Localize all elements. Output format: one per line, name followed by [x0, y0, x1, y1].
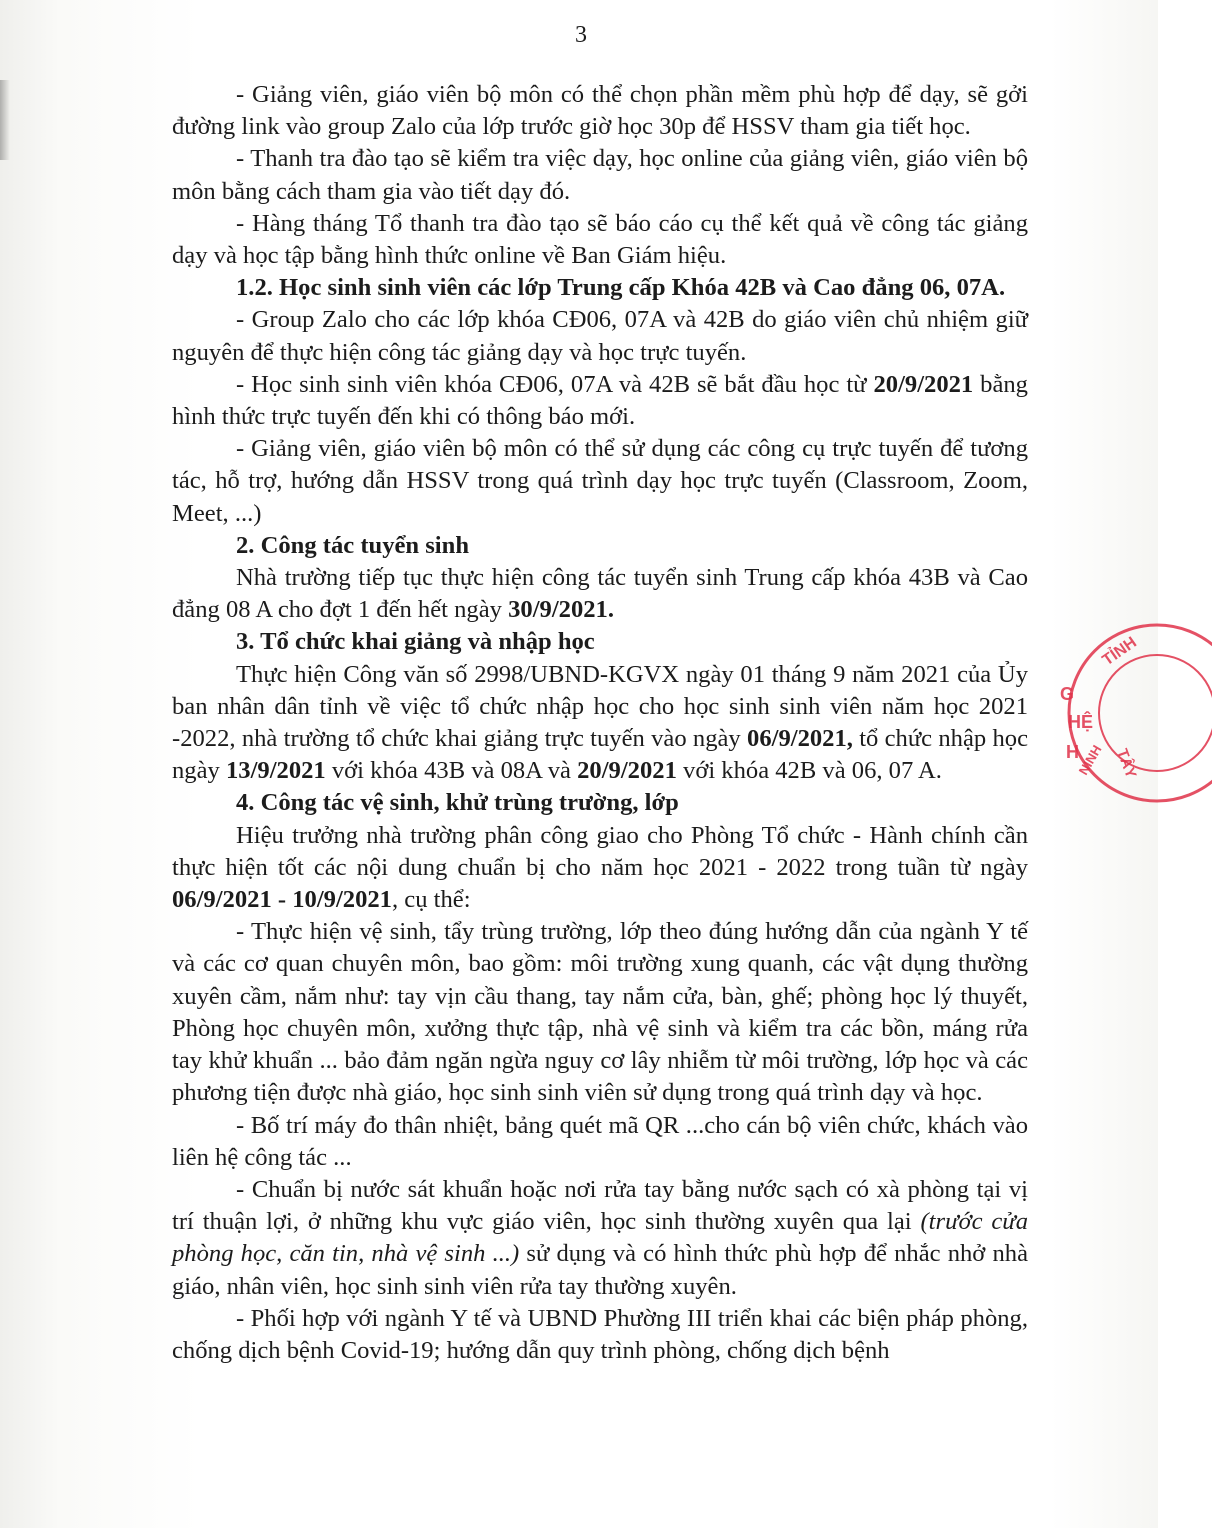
date-bold: 20/9/2021 — [873, 370, 974, 398]
italic-note: (trước cửa phòng học, căn tin, nhà vệ sinh ...) — [172, 1208, 1029, 1268]
section-heading-3: 3. Tổ chức khai giảng và nhập học — [236, 628, 595, 656]
stamp-text: TÂY — [1113, 746, 1140, 781]
stamp-text: NINH — [1075, 742, 1105, 778]
date-bold: 20/9/2021 — [577, 757, 677, 785]
paragraph-online-start — [172, 369, 1028, 433]
text-run: sử dụng và có hình thức phù hợp để nhắc nhở nhà giáo, nhân viên, học sinh sinh viên rửa tay thường xuyên. — [172, 1240, 1028, 1300]
paragraph-handwash — [172, 1174, 1028, 1303]
paragraph-coordination: - Phối hợp với ngành Y tế và UBND Phường III triển khai các biện pháp phòng, chống dịch bệnh Covid-19; hướng dẫn quy trình phòng, chống dịch bệnh — [172, 1304, 1028, 1364]
stamp-text: TỈNH — [1099, 633, 1140, 670]
text-run: Thực hiện Công văn số 2998/UBND-KGVX ngày 01 tháng 9 năm 2021 của Ủy ban nhân dân tỉnh về việc tổ chức nhập học cho học sinh sinh viên năm học 2021 -2022, nhà trường tổ chức khai giảng trực tuyến vào ngày — [172, 660, 1028, 753]
paragraph-disinfection: - Thực hiện vệ sinh, tẩy trùng trường, lớp theo đúng hướng dẫn của ngành Y tế và các cơ quan chuyên môn, bao gồm: môi trường xung quanh, các vật dụng thường xuyên cầm, nắm như: tay vịn cầu thang, tay nắm cửa, bàn, ghế; phòng học lý thuyết, Phòng học chuyên môn, xưởng thực tập, nhà vệ sinh và kiểm tra các bồn, máng rửa tay khử khuẩn ... bảo đảm ngăn ngừa nguy cơ lây nhiễm từ môi trường, lớp học và các phương tiện được nhà giáo, học sinh sinh viên sử dụng trong quá trình dạy và học. — [172, 918, 1028, 1107]
page-number: 3 — [575, 22, 587, 48]
scan-edge-shadow — [0, 80, 10, 160]
paragraph-opening-ceremony — [172, 659, 1028, 788]
paragraph-monthly-report: - Hàng tháng Tổ thanh tra đào tạo sẽ báo cáo cụ thể kết quả về công tác giảng dạy và học tập bằng hình thức online về Ban Giám hiệu. — [172, 209, 1028, 270]
date-bold: 30/9/2021. — [508, 596, 614, 624]
text-run: bằng hình thức trực tuyến đến khi có thông báo mới. — [172, 370, 1028, 431]
document-body — [172, 79, 1028, 1367]
section-heading-4: 4. Công tác vệ sinh, khử trùng trường, lớp — [236, 789, 679, 817]
text-run: tổ chức nhập học ngày — [172, 725, 1028, 785]
stamp-text: H — [1066, 742, 1079, 762]
red-seal-stamp — [1062, 618, 1212, 808]
paragraph-online-tools: - Giảng viên, giáo viên bộ môn có thể sử dụng các công cụ trực tuyến để tương tác, hỗ trợ, hướng dẫn HSSV trong quá trình dạy học trực tuyến (Classroom, Zoom, Meet, ...) — [172, 435, 1028, 527]
text-run: với khóa 43B và 08A và — [325, 757, 578, 785]
text-run: - Học sinh sinh viên khóa CĐ06, 07A và 42B sẽ bắt đầu học từ — [236, 370, 874, 398]
date-bold: 13/9/2021 — [225, 757, 326, 785]
text-run: Nhà trường tiếp tục thực hiện công tác tuyển sinh Trung cấp khóa 43B và Cao đẳng 08 A cho đợt 1 đến hết ngày — [172, 564, 1028, 624]
paragraph-software-choice: - Giảng viên, giáo viên bộ môn có thể chọn phần mềm phù hợp để dạy, sẽ gởi đường link vào group Zalo của lớp trước giờ học 30p để HSSV tham gia tiết học. — [172, 81, 1028, 141]
date-bold: 06/9/2021 - 10/9/2021 — [172, 886, 392, 914]
paragraph-thermometer-qr: - Bố trí máy đo thân nhiệt, bảng quét mã QR ...cho cán bộ viên chức, khách vào liên hệ công tác ... — [172, 1111, 1028, 1171]
stamp-text: G — [1060, 684, 1075, 704]
paragraph-admissions — [172, 562, 1028, 626]
paragraph-assignment — [172, 820, 1028, 917]
text-run: - Chuẩn bị nước sát khuẩn hoặc nơi rửa tay bằng nước sạch có xà phòng tại vị trí thuận lợi, ở những khu vực giáo viên, học sinh thường xuyên qua lại — [172, 1175, 1028, 1236]
text-run: với khóa 42B và 06, 07 A. — [676, 757, 942, 785]
date-bold: 06/9/2021, — [747, 725, 853, 753]
paragraph-zalo-group: - Group Zalo cho các lớp khóa CĐ06, 07A và 42B do giáo viên chủ nhiệm giữ nguyên để thực hiện công tác giảng dạy và học trực tuyến. — [172, 306, 1028, 366]
text-run: , cụ thể: — [391, 886, 471, 914]
section-heading-1-2: 1.2. Học sinh sinh viên các lớp Trung cấp Khóa 42B và Cao đẳng 06, 07A. — [236, 274, 1006, 302]
stamp-text: HỆ — [1068, 712, 1094, 732]
paragraph-inspection: - Thanh tra đào tạo sẽ kiểm tra việc dạy, học online của giảng viên, giáo viên bộ môn bằng cách tham gia vào tiết dạy đó. — [172, 145, 1028, 205]
section-heading-2: 2. Công tác tuyển sinh — [236, 531, 469, 559]
text-run: Hiệu trưởng nhà trường phân công giao cho Phòng Tổ chức - Hành chính cần thực hiện tốt các nội dung chuẩn bị cho năm học 2021 - 2022 trong tuần từ ngày — [172, 821, 1028, 881]
